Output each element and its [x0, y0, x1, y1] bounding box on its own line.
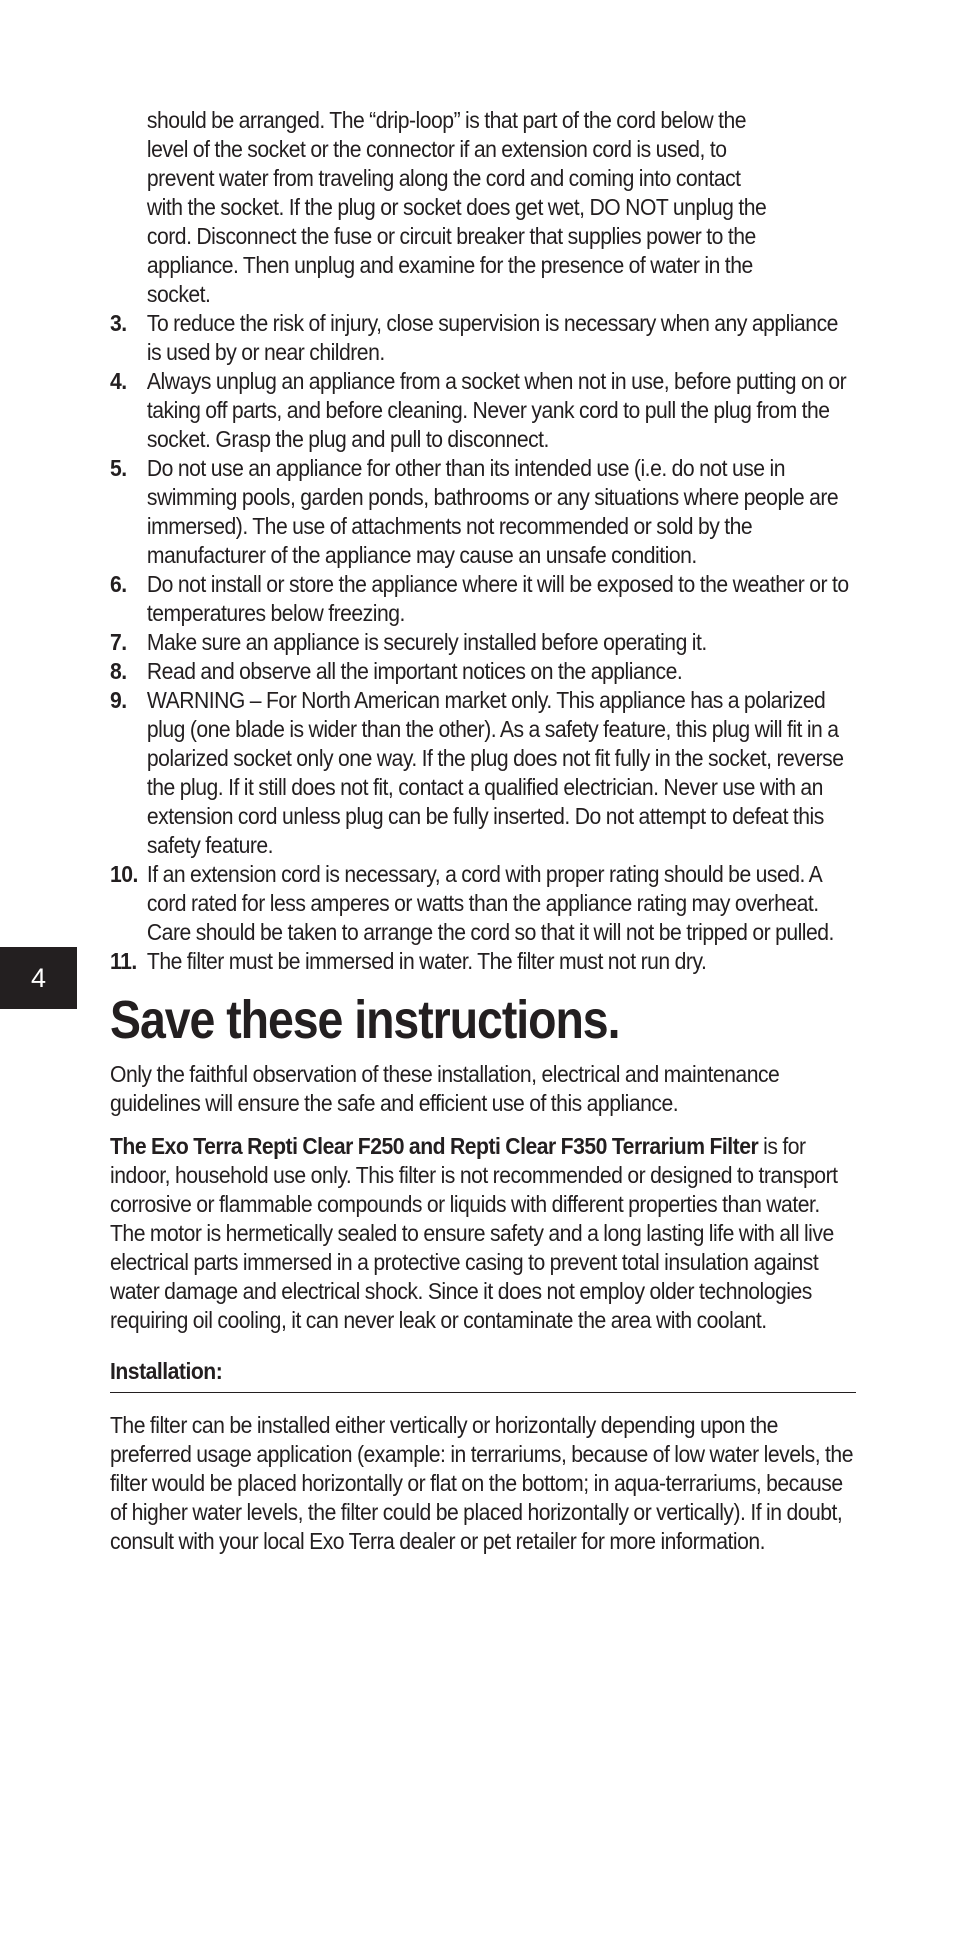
list-item — [110, 686, 856, 860]
page-content — [110, 106, 856, 1570]
page-number: 4 — [30, 963, 47, 993]
list-item-number: 11. — [110, 948, 137, 974]
list-item-number: 10. — [110, 861, 138, 887]
product-description: is for indoor, household use only. This filter is not recommended or designed to transport corrosive or flammable compounds or liquids with different properties than water. The motor is hermetically sealed to ensure safety and a long lasting life with all live electrical parts immersed in a protective casing to prevent total insulation against water damage and electrical shock. Since it does not employ older technologies requiring oil cooling, it can never leak or contaminate the area with coolant. — [110, 1133, 838, 1333]
list-item-number: 6. — [110, 571, 127, 597]
list-item-text: If an extension cord is necessary, a cord with proper rating should be used. A cord rated for less amperes or watts than the appliance rating may overheat. Care should be taken to arrange the cord so that it will not be tripped or pulled. — [146, 861, 834, 945]
list-item-text: To reduce the risk of injury, close supervision is necessary when any appliance is used by or near children. — [146, 310, 838, 365]
product-paragraph — [110, 1132, 856, 1335]
list-item-number: 5. — [110, 455, 127, 481]
installation-paragraph: The filter can be installed either vertically or horizontally depending upon the preferred usage application (example: in terrariums, because of low water levels, the filter would be placed horizontally or flat on the bottom; in aqua-terrariums, because of higher water levels, the filter could be placed horizontally or vertically). If in doubt, consult with your local Exo Terra dealer or pet retailer for more information. — [110, 1412, 853, 1554]
list-item-number: 8. — [110, 658, 127, 684]
installation-title: Installation: — [110, 1358, 223, 1384]
list-item — [110, 570, 856, 628]
continuation-paragraph: should be arranged. The “drip-loop” is that part of the cord below the level of the socket or the connector if an extension cord is used, to prevent water from traveling along the cord and coming into contact with the socket. If the plug or socket does get wet, DO NOT unplug the cord. Disconnect the fuse or circuit breaker that supplies power to the appliance. Then unplug and examine for the presence of water in the socket. — [146, 107, 767, 307]
list-item-text: Make sure an appliance is securely installed before operating it. — [146, 629, 707, 655]
list-item-number: 7. — [110, 629, 127, 655]
page-number-tab — [0, 947, 77, 1009]
list-item-number: 4. — [110, 368, 127, 394]
list-item — [110, 309, 856, 367]
list-item-number: 3. — [110, 310, 127, 336]
list-item-number: 9. — [110, 687, 127, 713]
list-item — [110, 860, 856, 947]
intro-paragraph: Only the faithful observation of these installation, electrical and maintenance guidelines will ensure the safe and efficient use of this appliance. — [110, 1061, 780, 1116]
safety-list — [110, 309, 856, 976]
list-item — [110, 367, 856, 454]
list-item-text: Always unplug an appliance from a socket when not in use, before putting on or taking off parts, and before cleaning. Never yank cord to pull the plug from the socket. Grasp the plug and pull to disconnect. — [146, 368, 847, 452]
list-item-text: Do not use an appliance for other than its intended use (i.e. do not use in swimming pools, garden ponds, bathrooms or any situations where people are immersed). The use of attachments not recommended or sold by the manufacturer of the appliance may cause an unsafe condition. — [146, 455, 839, 568]
page-heading: Save these instructions. — [110, 990, 620, 1050]
list-item — [110, 454, 856, 570]
list-item-text: Do not install or store the appliance where it will be exposed to the weather or to temperatures below freezing. — [146, 571, 849, 626]
list-item-text: Read and observe all the important notices on the appliance. — [146, 658, 683, 684]
list-item-text: WARNING – For North American market only. This appliance has a polarized plug (one blade is wider than the other). As a safety feature, this plug will fit in a polarized socket only one way. If the plug does not fit fully in the socket, reverse the plug. If it still does not fit, contact a qualified electrician. Never use with an extension cord unless plug can be fully inserted. Do not attempt to defeat this safety feature. — [146, 687, 844, 858]
list-item — [110, 628, 856, 657]
list-item — [110, 947, 856, 976]
product-name: The Exo Terra Repti Clear F250 and Repti Clear F350 Terrarium Filter — [110, 1133, 759, 1159]
list-item-text: The filter must be immersed in water. The filter must not run dry. — [146, 948, 707, 974]
list-item — [110, 657, 856, 686]
